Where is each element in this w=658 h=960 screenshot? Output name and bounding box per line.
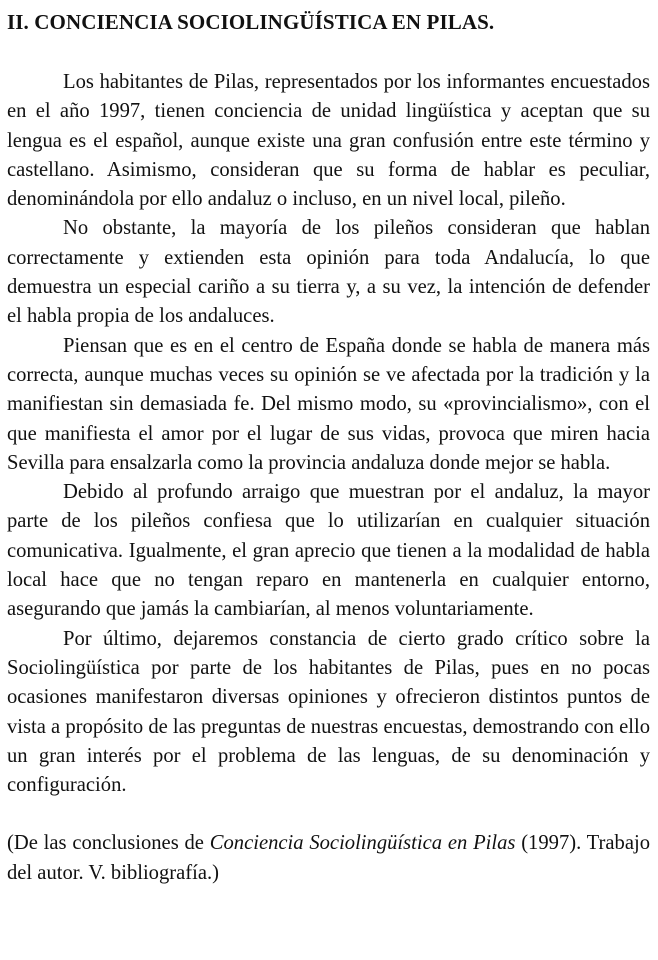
source-citation (7, 829, 650, 888)
paragraph: No obstante, la mayoría de los pileños consideran que hablan correctamente y extienden esta opinión para toda Andalucía, lo que demuestra un especial cariño a su tierra y, a su vez, la intención de defender el habla propia de los andaluces. (7, 217, 650, 328)
paragraph: Los habitantes de Pilas, representados por los informantes encuestados en el año 1997, tienen conciencia de unidad lingüística y aceptan que su lengua es el español, aunque existe una gran confusión entre este término y castellano. Asimismo, consideran que su forma de hablar es peculiar, denominándola por ello andaluz o incluso, en un nivel local, pileño. (7, 71, 650, 211)
paragraph: Debido al profundo arraigo que muestran por el andaluz, la mayor parte de los pileños confiesa que lo utilizarían en cualquier situación comunicativa. Igualmente, el gran aprecio que tienen a la modalidad de habla local hace que no tengan reparo en mantenerla en cualquier entorno, asegurando que jamás la cambiarían, al menos voluntariamente. (7, 481, 650, 621)
paragraph: Piensan que es en el centro de España donde se habla de manera más correcta, aunque muchas veces su opinión se ve afectada por la tradición y la manifiestan sin demasiada fe. Del mismo modo, su «provincialismo», con el que manifiesta el amor por el lugar de sus vidas, provoca que miren hacia Sevilla para ensalzarla como la provincia andaluza donde mejor se habla. (7, 334, 650, 474)
body-text (7, 68, 650, 800)
document-page (7, 8, 650, 888)
paragraph: Por último, dejaremos constancia de cierto grado crítico sobre la Sociolingüística por parte de los habitantes de Pilas, pues en no pocas ocasiones manifestaron diversas opiniones y ofrecieron distintos puntos de vista a propósito de las preguntas de nuestras encuestas, demostrando con ello un gran interés por el problema de las lenguas, de su denominación y configuración. (7, 627, 650, 797)
citation-work-title: Conciencia Sociolingüística en Pilas (209, 832, 516, 855)
citation-suffix: (1997). Trabajo del autor. V. bibliografía.) (7, 832, 650, 884)
citation-prefix: (De las conclusiones de (7, 832, 210, 855)
section-heading: II. CONCIENCIA SOCIOLINGÜÍSTICA EN PILAS. (7, 10, 495, 34)
